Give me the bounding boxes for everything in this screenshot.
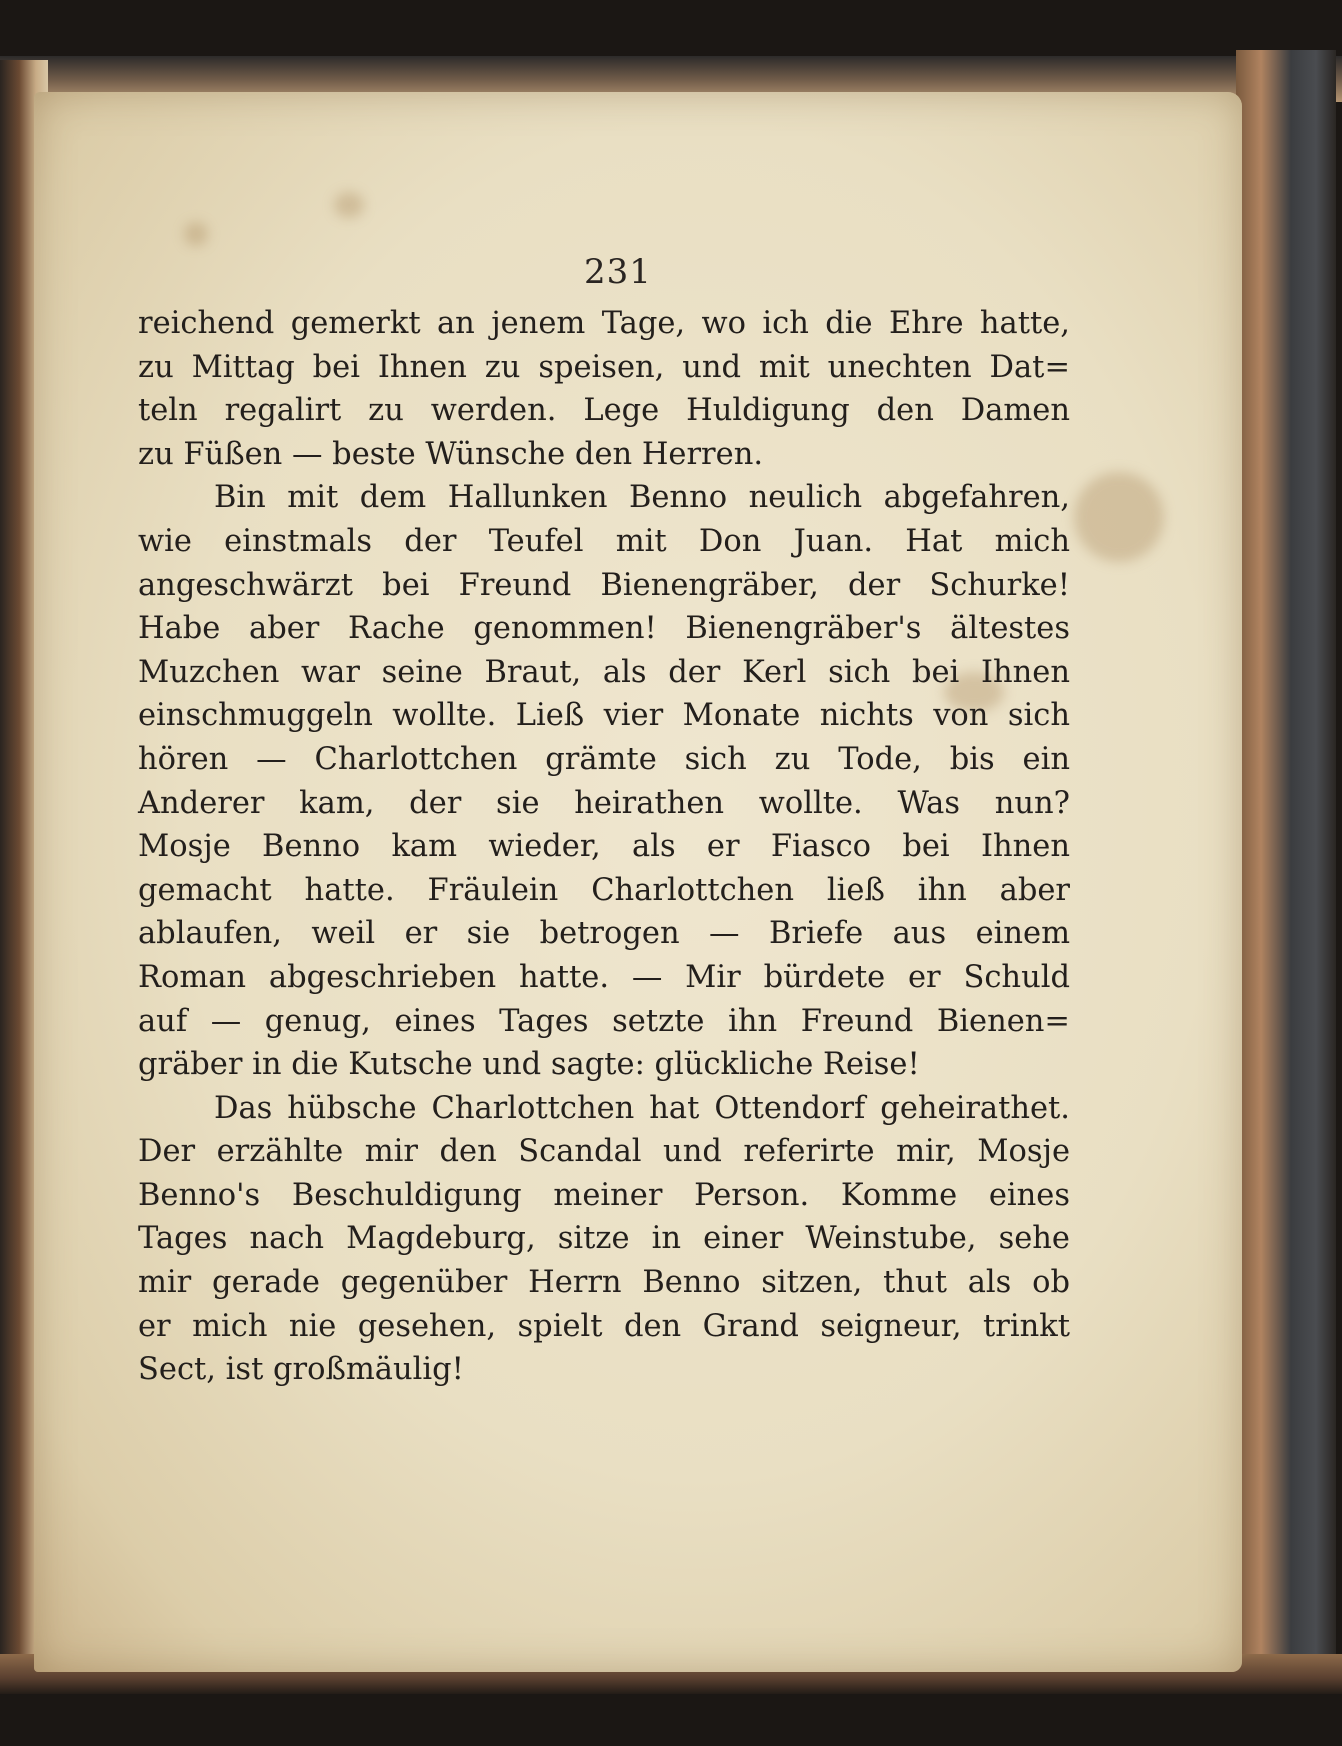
text-line: Das hübsche Charlottchen hat Ottendorf geheirathet.: [214, 1090, 1070, 1126]
body-text: [138, 302, 1070, 1392]
book-cover-right-edge: [1236, 50, 1336, 1690]
book-page: [34, 92, 1242, 1672]
text-line: einschmuggeln wollte. Ließ vier Monate nichts von sich: [138, 698, 1070, 734]
paper-stain: [334, 192, 364, 218]
text-line: wie einstmals der Teufel mit Don Juan. Hat mich: [138, 523, 1070, 559]
text-line: Bin mit dem Hallunken Benno neulich abgefahren,: [214, 480, 1070, 516]
text-line: zu Füßen — beste Wünsche den Herren.: [138, 436, 764, 472]
text-line: Sect, ist großmäulig!: [138, 1352, 464, 1388]
text-line: Benno's Beschuldigung meiner Person. Komme eines: [138, 1177, 1070, 1213]
text-line: Anderer kam, der sie heirathen wollte. Was nun?: [138, 785, 1070, 821]
text-line: reichend gemerkt an jenem Tage, wo ich die Ehre hatte,: [138, 306, 1070, 341]
text-line: hören — Charlottchen grämte sich zu Tode, bis ein: [138, 741, 1070, 777]
text-line: Roman abgeschrieben hatte. — Mir bürdete er Schuld: [138, 959, 1070, 995]
text-line: Der erzählte mir den Scandal und referirte mir, Mosje: [138, 1134, 1070, 1170]
text-line: teln regalirt zu werden. Lege Huldigung den Damen: [138, 393, 1070, 429]
text-line: Muzchen war seine Braut, als der Kerl sich bei Ihnen: [138, 654, 1070, 690]
text-line: ablaufen, weil er sie betrogen — Briefe aus einem: [138, 916, 1070, 952]
text-line: zu Mittag bei Ihnen zu speisen, und mit unechten Dat=: [138, 349, 1070, 385]
paper-stain: [1074, 472, 1164, 562]
text-line: Tages nach Magdeburg, sitze in einer Weinstube, sehe: [138, 1221, 1070, 1257]
text-line: gemacht hatte. Fräulein Charlottchen ließ ihn aber: [138, 872, 1070, 908]
text-line: er mich nie gesehen, spielt den Grand seigneur, trinkt: [138, 1308, 1070, 1344]
page-number: 231: [584, 252, 652, 292]
text-line: angeschwärzt bei Freund Bienengräber, der Schurke!: [138, 567, 1070, 603]
text-line: auf — genug, eines Tages setzte ihn Freund Bienen=: [138, 1003, 1070, 1039]
text-line: Habe aber Rache genommen! Bienengräber's ältestes: [138, 611, 1070, 647]
paper-stain: [184, 222, 208, 246]
text-line: Mosje Benno kam wieder, als er Fiasco bei Ihnen: [138, 829, 1070, 865]
text-line: gräber in die Kutsche und sagte: glückliche Reise!: [138, 1047, 920, 1083]
text-line: mir gerade gegenüber Herrn Benno sitzen, thut als ob: [138, 1265, 1070, 1301]
